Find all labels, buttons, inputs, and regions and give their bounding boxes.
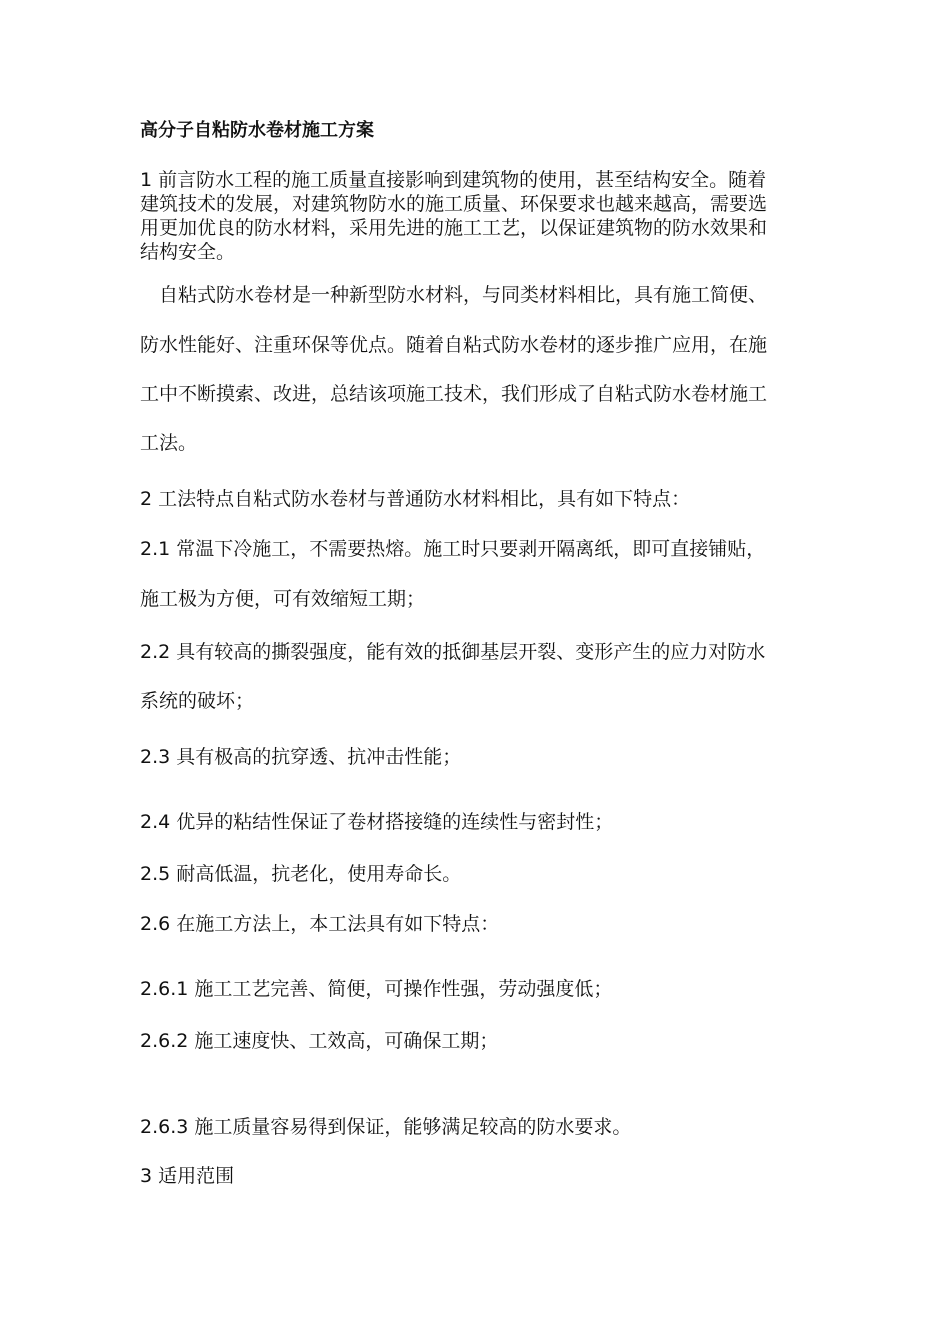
intro-line-2: 建筑技术的发展，对建筑物防水的施工质量、环保要求也越来越高，需要选 xyxy=(140,193,768,215)
intro-line-3: 用更加优良的防水材料，采用先进的施工工艺，以保证建筑物的防水效果和 xyxy=(140,217,768,239)
item-2-2-line-1: 2.2 具有较高的撕裂强度，能有效的抵御基层开裂、变形产生的应力对防水 xyxy=(140,641,766,663)
para2-line-2: 防水性能好、注重环保等优点。随着自粘式防水卷材的逐步推广应用，在施 xyxy=(140,334,768,356)
item-2-6-1: 2.6.1 施工工艺完善、简便，可操作性强，劳动强度低； xyxy=(140,978,613,1000)
intro-line-1: 1 前言防水工程的施工质量直接影响到建筑物的使用，甚至结构安全。随着 xyxy=(140,169,767,191)
section3-heading: 3 适用范围 xyxy=(140,1165,235,1187)
item-2-4: 2.4 优异的粘结性保证了卷材搭接缝的连续性与密封性； xyxy=(140,811,614,833)
document-title: 高分子自粘防水卷材施工方案 xyxy=(140,120,374,141)
para2-line-3: 工中不断摸索、改进，总结该项施工技术，我们形成了自粘式防水卷材施工 xyxy=(140,383,768,405)
para2-line-4: 工法。 xyxy=(140,432,198,454)
item-2-1-line-2: 施工极为方便，可有效缩短工期； xyxy=(140,588,426,610)
item-2-5: 2.5 耐高低温，抗老化，使用寿命长。 xyxy=(140,863,462,885)
item-2-2-line-2: 系统的破坏； xyxy=(140,690,255,712)
item-2-6: 2.6 在施工方法上，本工法具有如下特点： xyxy=(140,913,500,935)
item-2-3: 2.3 具有极高的抗穿透、抗冲击性能； xyxy=(140,746,462,768)
item-2-6-3: 2.6.3 施工质量容易得到保证，能够满足较高的防水要求。 xyxy=(140,1116,632,1138)
item-2-1-line-1: 2.1 常温下冷施工，不需要热熔。施工时只要剥开隔离纸，即可直接铺贴， xyxy=(140,538,766,560)
item-2-6-2: 2.6.2 施工速度快、工效高，可确保工期； xyxy=(140,1030,499,1052)
para2-line-1: 自粘式防水卷材是一种新型防水材料，与同类材料相比，具有施工简便、 xyxy=(140,284,768,306)
intro-line-4: 结构安全。 xyxy=(140,241,236,263)
section2-heading: 2 工法特点自粘式防水卷材与普通防水材料相比，具有如下特点： xyxy=(140,488,691,510)
